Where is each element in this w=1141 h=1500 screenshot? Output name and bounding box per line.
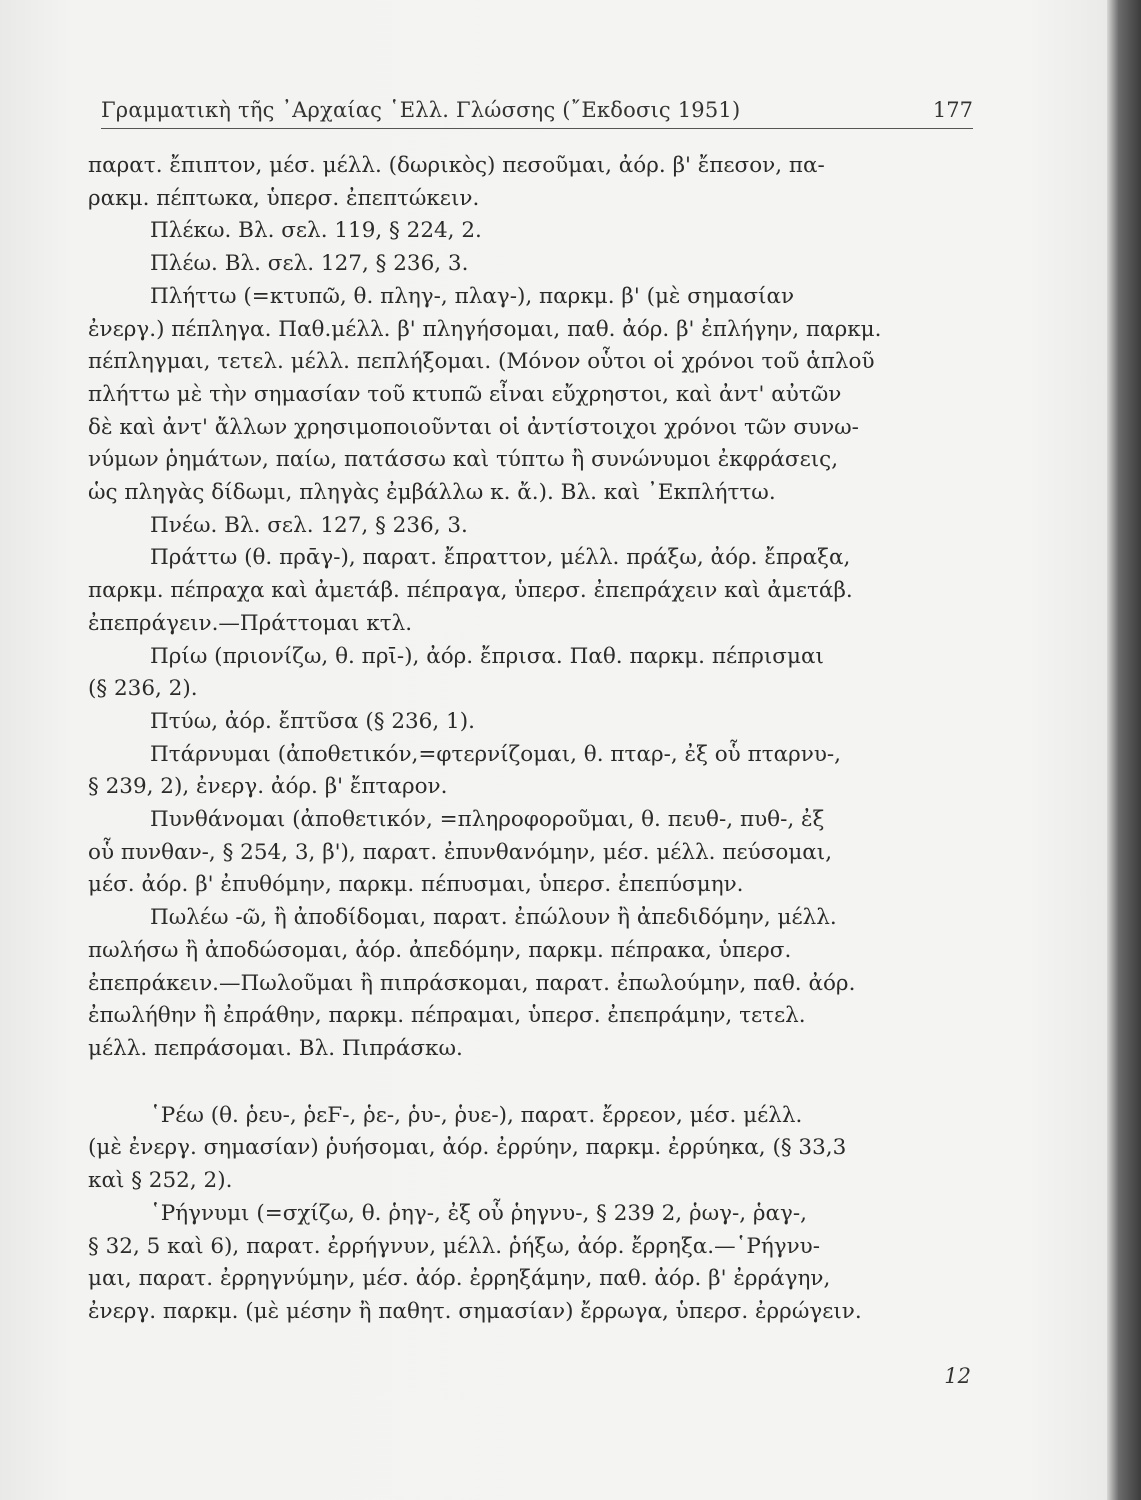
paragraph-continuation: παρατ. ἔπιπτον, μέσ. μέλλ. (δωρικὸς) πεσοῦμαι, ἀόρ. β' ἔπεσον, πα- ρακμ. πέπτωκα, ὑπερσ. ἐπεπτώκειν. (88, 153, 825, 211)
entry-priw: Πρίω (πριονίζω, θ. πρῑ-), ἀόρ. ἔπρισα. Παθ. παρκμ. πέπρισμαι (§ 236, 2). (88, 643, 824, 702)
entry-plekw: Πλέκω. Βλ. σελ. 119, § 224, 2. (150, 218, 482, 244)
entry-polew: Πωλέω -ῶ, ἢ ἀποδίδομαι, παρατ. ἐπώλουν ἢ ἀπεδιδόμην, μέλλ. πωλήσω ἢ ἀποδώσομαι, ἀόρ. ἀπεδόμην, παρκμ. πέπρακα, ὑπερσ. ἐπεπράκειν.—Πωλοῦμαι ἢ πιπράσκομαι, παρατ. ἐπωλούμην, παθ. ἀόρ. ἐπωλήθην ἢ ἐπράθην, παρκμ. πέπραμαι, ὑπερσ. ἐπεπράμην, τετελ. μέλλ. πεπράσομαι. Βλ. Πιπράσκω. (88, 905, 856, 1061)
running-header (101, 96, 973, 129)
body-text (88, 150, 974, 1329)
entry-rew: ῾Ρέω (θ. ῥευ-, ῥεϜ-, ῥε-, ῥυ-, ῥυε-), παρατ. ἔρρεον, μέσ. μέλλ. (μὲ ἐνεργ. σημασίαν) ῥυήσομαι, ἀόρ. ἐρρύην, παρκμ. ἐρρύηκα, (§ 33,3 καὶ § 252, 2). (88, 1102, 847, 1194)
header-title: Γραμματικὴ τῆς ᾿Αρχαίας ῾Ελλ. Γλώσσης (῎Εκδοσις 1951) (101, 98, 741, 122)
entry-pynthanomai: Πυνθάνομαι (ἀποθετικόν, =πληροφοροῦμαι, θ. πευθ-, πυθ-, ἐξ οὗ πυνθαν-, § 254, 3, β'), παρατ. ἐπυνθανόμην, μέσ. μέλλ. πεύσομαι, μέσ. ἀόρ. β' ἐπυθόμην, παρκμ. πέπυσμαι, ὑπερσ. ἐπεπύσμην. (88, 807, 833, 898)
entry-plittw: Πλήττω (=κτυπῶ, θ. πληγ-, πλαγ-), παρκμ. β' (μὲ σημασίαν ἐνεργ.) πέπληγα. Παθ.μέλλ. β' πληγήσομαι, παθ. ἀόρ. β' ἐπλήγην, παρκμ. πέπληγμαι, τετελ. μέλλ. πεπλήξομαι. (Μόνον οὗτοι οἱ χρόνοι τοῦ ἁπλοῦ πλήττω μὲ τὴν σημασίαν τοῦ κτυπῶ εἶναι εὔχρηστοι, καὶ ἀντ' αὐτῶν δὲ καὶ ἀντ' ἄλλων χρησιμοποιοῦνται οἱ ἀντίστοιχοι χρόνοι τῶν συνω- νύμων ῥημάτων, παίω, πατάσσω καὶ τύπτω ἢ συνώνυμοι ἐκφράσεις, ὡς πληγὰς δίδωμι, πληγὰς ἐμβάλλω κ. ἄ.). Βλ. καὶ ᾿Εκπλήττω. (88, 283, 882, 506)
signature-mark: 12 (944, 1364, 971, 1388)
entry-ptyw: Πτύω, ἀόρ. ἔπτῦσα (§ 236, 1). (150, 708, 475, 734)
entry-pnew: Πνέω. Βλ. σελ. 127, § 236, 3. (150, 512, 468, 538)
entry-plew: Πλέω. Βλ. σελ. 127, § 236, 3. (150, 251, 469, 277)
entry-ptarnymai: Πτάρνυμαι (ἀποθετικόν,=φτερνίζομαι, θ. πταρ-, ἐξ οὗ πταρνυ-, § 239, 2), ἐνεργ. ἀόρ. β' ἔπταρον. (88, 741, 842, 800)
entry-prattw: Πράττω (θ. πρᾱγ-), παρατ. ἔπραττον, μέλλ. πράξω, ἀόρ. ἔπραξα, παρκμ. πέπραχα καὶ ἀμετάβ. πέπραγα, ὑπερσ. ἐπεπράχειν καὶ ἀμετάβ. ἐπεπράγειν.—Πράττομαι κτλ. (88, 545, 853, 636)
page-number: 177 (932, 98, 973, 122)
entry-rignymi: ῾Ρήγνυμι (=σχίζω, θ. ῥηγ-, ἐξ οὗ ῥηγνυ-, § 239 2, ῥωγ-, ῥαγ-, § 32, 5 καὶ 6), παρατ. ἐρρήγνυν, μέλλ. ῥήξω, ἀόρ. ἔρρηξα.—῾Ρήγνυ- μαι, παρατ. ἐρρηγνύμην, μέσ. ἀόρ. ἐρρηξάμην, παθ. ἀόρ. β' ἐρράγην, ἐνεργ. παρκμ. (μὲ μέσην ἢ παθητ. σημασίαν) ἔρρωγα, ὑπερσ. ἐρρώγειν. (88, 1200, 862, 1324)
page-edge-shadow (1107, 0, 1141, 1500)
